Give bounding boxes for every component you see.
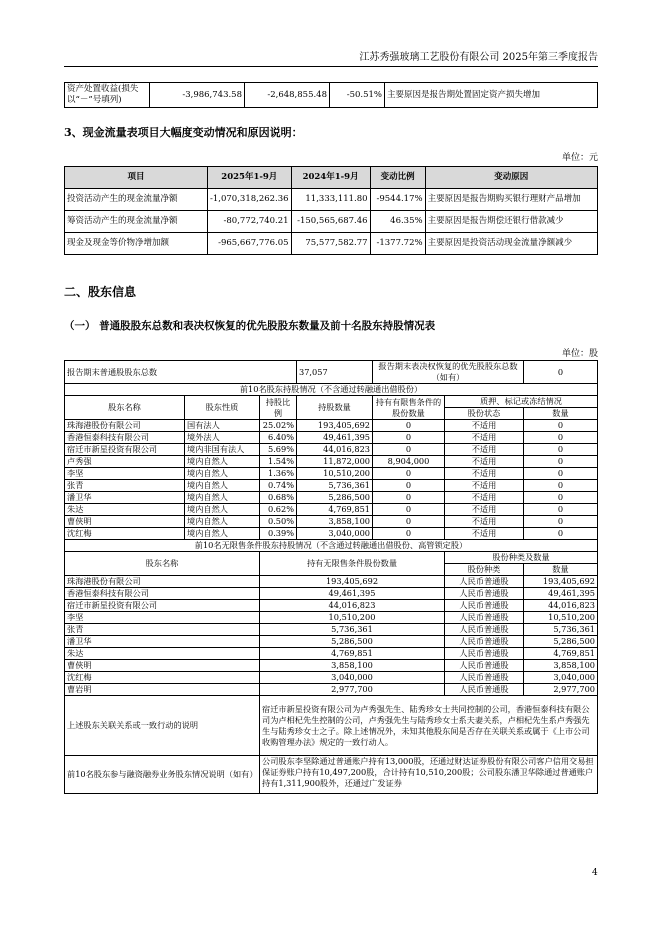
cell: 0 (524, 492, 598, 504)
cell: 49,461,395 (260, 588, 445, 600)
cell: 3,858,100 (524, 660, 598, 672)
section-two-title: 二、股东信息 (64, 285, 137, 299)
cell: 5,736,361 (260, 624, 445, 636)
total-shareholders-label: 报告期末普通股股东总数 (65, 361, 297, 384)
cell: 潘卫华 (65, 636, 260, 648)
cell: 193,405,692 (297, 420, 373, 432)
margin-label: 前10名股东参与融资融券业务股东情况说明（如有） (65, 756, 260, 794)
table-row (65, 211, 598, 233)
cell: 0 (373, 468, 445, 480)
value-2025: -3,986,743.58 (150, 83, 245, 108)
cell: 44,016,823 (524, 600, 598, 612)
cell: 0.74% (260, 480, 297, 492)
cell: 曹俠明 (65, 516, 185, 528)
col-header: 项目 (65, 167, 208, 189)
cell: 5,286,500 (260, 636, 445, 648)
table-row (65, 456, 598, 468)
cell: 44,016,823 (297, 444, 373, 456)
cell: 0 (524, 444, 598, 456)
col-header: 股份种类及数量 (445, 552, 598, 564)
table-row (65, 624, 598, 636)
cell: 人民币普通股 (445, 612, 524, 624)
cell: 1.54% (260, 456, 297, 468)
related-text: 宿迁市新星投资有限公司为卢秀强先生、陆秀珍女士共同控制的公司，香港恒泰科技有限公司为卢相杞先生控制的公司，卢秀强先生与陆秀珍女士系夫妻关系，卢相杞先生系卢秀强先生与陆秀珍女士之子。除上述情况外，未知其他股东间是否存在关联关系或属于《上市公司收购管理办法》规定的一致行动人。 (260, 696, 598, 756)
cell: -1,070,318,262.36 (208, 189, 292, 211)
cell: 2,977,700 (524, 684, 598, 696)
cell: 人民币普通股 (445, 576, 524, 588)
table-row (65, 684, 598, 696)
cell: 境内非国有法人 (185, 444, 260, 456)
col-header: 持股数量 (297, 396, 373, 420)
cell: 主要原因是报告期购买银行理财产品增加 (425, 189, 597, 211)
cell: 0.62% (260, 504, 297, 516)
cell: 3,040,000 (297, 528, 373, 540)
related-label: 上述股东关联关系或一致行动的说明 (65, 696, 260, 756)
cell: 珠海港股份有限公司 (65, 420, 185, 432)
table-row (65, 576, 598, 588)
shareholders-table (64, 360, 598, 794)
cell: 不适用 (445, 528, 524, 540)
row-label: 资产处置收益(损失以“－”号填列) (65, 83, 150, 108)
cell: 朱达 (65, 504, 185, 516)
table-row (65, 648, 598, 660)
table-row (65, 516, 598, 528)
cell: 人民币普通股 (445, 672, 524, 684)
cell: 珠海港股份有限公司 (65, 576, 260, 588)
cell: 潘卫华 (65, 492, 185, 504)
cell: 25.02% (260, 420, 297, 432)
col-header: 持有无限售条件股份数量 (260, 552, 445, 576)
cell: 10,510,200 (524, 612, 598, 624)
cell: 沈红梅 (65, 528, 185, 540)
cell: 0 (524, 516, 598, 528)
cell: 5,736,361 (297, 480, 373, 492)
col-header: 变动比例 (370, 167, 425, 189)
asset-disposal-table (64, 82, 598, 108)
cell: 0 (373, 504, 445, 516)
cell: 10,510,200 (260, 612, 445, 624)
cell: -80,772,740.21 (208, 211, 292, 233)
cell: 193,405,692 (260, 576, 445, 588)
cell: 1.36% (260, 468, 297, 480)
page-number: 4 (592, 868, 598, 878)
cell: 11,872,000 (297, 456, 373, 468)
cell: 2,977,700 (260, 684, 445, 696)
col-header: 2024年1-9月 (291, 167, 370, 189)
cell: 4,769,851 (260, 648, 445, 660)
cell: 人民币普通股 (445, 684, 524, 696)
cell: 5,736,361 (524, 624, 598, 636)
cell: 3,858,100 (297, 516, 373, 528)
cell: 8,904,000 (373, 456, 445, 468)
cell: -9544.17% (370, 189, 425, 211)
cell: 0 (373, 528, 445, 540)
cell: 投资活动产生的现金流量净额 (65, 189, 208, 211)
cell: 44,016,823 (260, 600, 445, 612)
col-header: 股东名称 (65, 396, 185, 420)
cell: 49,461,395 (297, 432, 373, 444)
section-3-title: 3、现金流量表项目大幅度变动情况和原因说明： (64, 126, 303, 139)
table-row (65, 189, 598, 211)
table-row (65, 504, 598, 516)
cell: 193,405,692 (524, 576, 598, 588)
cell: 不适用 (445, 492, 524, 504)
table-row (65, 420, 598, 432)
table-row (65, 444, 598, 456)
cell: 0 (373, 420, 445, 432)
cell: 不适用 (445, 480, 524, 492)
cell: 卢秀强 (65, 456, 185, 468)
section-two-subtitle: （一） 普通股股东总数和表决权恢复的优先股股东数量及前十名股东持股情况表 (64, 320, 436, 332)
cell: 张青 (65, 624, 260, 636)
top10-title: 前10名股东持股情况（不含通过转融通出借股份） (65, 384, 598, 396)
cell: 5,286,500 (297, 492, 373, 504)
cell: 6.40% (260, 432, 297, 444)
cell: 境内自然人 (185, 456, 260, 468)
cell: 0 (524, 480, 598, 492)
change-reason: 主要原因是报告期处置固定资产损失增加 (385, 83, 598, 108)
unit-label: 单位：元 (561, 153, 598, 163)
cell: 4,769,851 (524, 648, 598, 660)
cell: 香港恒泰科技有限公司 (65, 432, 185, 444)
cell: 境内自然人 (185, 468, 260, 480)
table-row (65, 432, 598, 444)
table-row (65, 492, 598, 504)
col-header: 质押、标记或冻结情况 (445, 396, 598, 408)
cell: 0 (524, 528, 598, 540)
col-header: 股份状态 (445, 408, 524, 420)
cell: 境内自然人 (185, 492, 260, 504)
col-header: 持股比例 (260, 396, 297, 420)
cell: 张青 (65, 480, 185, 492)
cell: 不适用 (445, 468, 524, 480)
cell: 曹俠明 (65, 660, 260, 672)
cell: 3,040,000 (524, 672, 598, 684)
table-row (65, 612, 598, 624)
cell: 境内自然人 (185, 504, 260, 516)
col-header: 2025年1-9月 (208, 167, 292, 189)
cell: 0 (373, 492, 445, 504)
col-header: 股份种类 (445, 564, 524, 576)
cell: 宿迁市新星投资有限公司 (65, 600, 260, 612)
cell: 0 (373, 444, 445, 456)
cell: 0 (524, 468, 598, 480)
cell: 境外法人 (185, 432, 260, 444)
col-header: 持有有限售条件的股份数量 (373, 396, 445, 420)
cell: 人民币普通股 (445, 648, 524, 660)
cell: 0.39% (260, 528, 297, 540)
cell: 朱达 (65, 648, 260, 660)
cell: 不适用 (445, 504, 524, 516)
cell: 75,577,582.77 (291, 233, 370, 255)
cell: 境内自然人 (185, 516, 260, 528)
value-2024: -2,648,855.48 (245, 83, 330, 108)
cell: -150,565,687.46 (291, 211, 370, 233)
cell: 不适用 (445, 444, 524, 456)
cell: 0 (524, 456, 598, 468)
cell: 3,040,000 (260, 672, 445, 684)
cell: 4,769,851 (297, 504, 373, 516)
cell: -1377.72% (370, 233, 425, 255)
cell: 10,510,200 (297, 468, 373, 480)
cell: 46.35% (370, 211, 425, 233)
table-row (65, 636, 598, 648)
change-pct: -50.51% (330, 83, 385, 108)
cell: 现金及现金等价物净增加额 (65, 233, 208, 255)
table-row (65, 480, 598, 492)
cell: 0 (373, 432, 445, 444)
col-header: 股东名称 (65, 552, 260, 576)
cell: 5,286,500 (524, 636, 598, 648)
cell: 人民币普通股 (445, 624, 524, 636)
preferred-label: 报告期末表决权恢复的优先股股东总数（如有） (373, 361, 524, 384)
cell: 曹岩明 (65, 684, 260, 696)
cell: 主要原因是报告期偿还银行借款减少 (425, 211, 597, 233)
table-row (65, 468, 598, 480)
page-header: 江苏秀强玻璃工艺股份有限公司 2025年第三季度报告 (64, 48, 598, 67)
cell: 0 (524, 432, 598, 444)
unit-label-shares: 单位：股 (561, 349, 598, 359)
cell: 筹资活动产生的现金流量净额 (65, 211, 208, 233)
cell: -965,667,776.05 (208, 233, 292, 255)
cell: 主要原因是投资活动现金流量净额减少 (425, 233, 597, 255)
cell: 0.50% (260, 516, 297, 528)
cell: 不适用 (445, 516, 524, 528)
table-row (65, 672, 598, 684)
col-header: 股东性质 (185, 396, 260, 420)
unrestricted-title: 前10名无限售条件股东持股情况（不含通过转融通出借股份、高管锁定股） (65, 540, 598, 552)
table-row (65, 600, 598, 612)
table-row (65, 660, 598, 672)
table-row (65, 233, 598, 255)
cell: 人民币普通股 (445, 660, 524, 672)
cell: 宿迁市新星投资有限公司 (65, 444, 185, 456)
cell: 0 (373, 516, 445, 528)
cell: 香港恒泰科技有限公司 (65, 588, 260, 600)
cell: 李坚 (65, 468, 185, 480)
cell: 0 (524, 420, 598, 432)
cell: 0.68% (260, 492, 297, 504)
cell: 0 (373, 480, 445, 492)
cell: 3,858,100 (260, 660, 445, 672)
margin-text: 公司股东李坚除通过普通账户持有13,000股，还通过财达证券股份有限公司客户信用交易担保证券账户持有10,497,200股，合计持有10,510,200股；公司股东潘卫华除通过普通账户持有1,311,900股外，还通过广发证券 (260, 756, 598, 794)
cell: 11,333,111.80 (291, 189, 370, 211)
cell: 0 (524, 504, 598, 516)
table-row (65, 588, 598, 600)
cell: 不适用 (445, 432, 524, 444)
cell: 人民币普通股 (445, 600, 524, 612)
cell: 李坚 (65, 612, 260, 624)
cell: 不适用 (445, 456, 524, 468)
cash-flow-table (64, 166, 598, 255)
total-shareholders-value: 37,057 (297, 361, 373, 384)
cell: 人民币普通股 (445, 588, 524, 600)
cell: 49,461,395 (524, 588, 598, 600)
cell: 国有法人 (185, 420, 260, 432)
preferred-value: 0 (524, 361, 598, 384)
cell: 不适用 (445, 420, 524, 432)
cell: 沈红梅 (65, 672, 260, 684)
cell: 境内自然人 (185, 480, 260, 492)
cell: 境内自然人 (185, 528, 260, 540)
col-header: 变动原因 (425, 167, 597, 189)
cell: 人民币普通股 (445, 636, 524, 648)
col-header: 数量 (524, 564, 598, 576)
table-row (65, 528, 598, 540)
col-header: 数量 (524, 408, 598, 420)
cell: 5.69% (260, 444, 297, 456)
